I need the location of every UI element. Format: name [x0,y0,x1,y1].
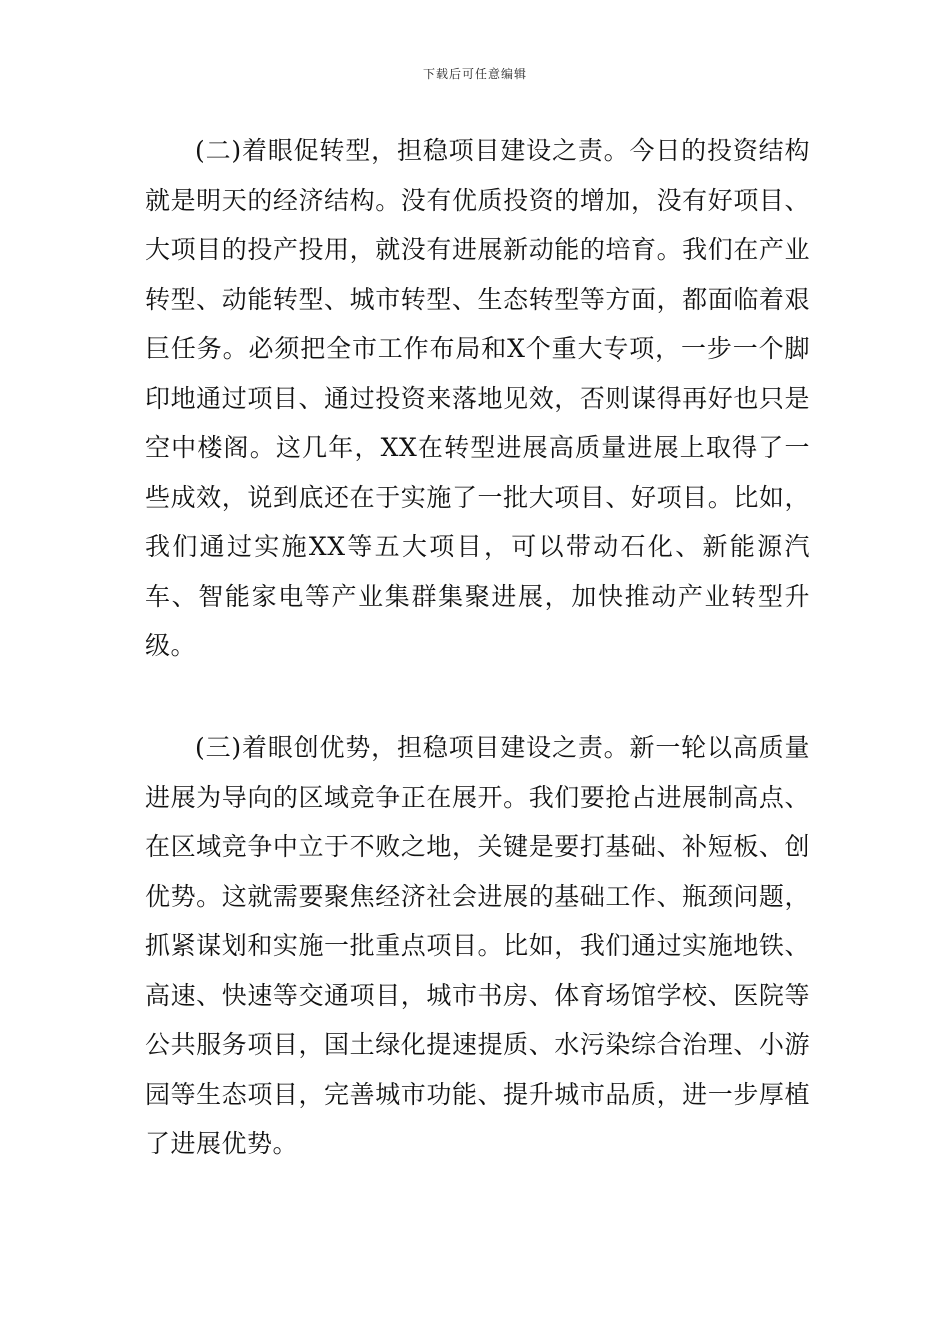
paragraph-promote-transformation: (二)着眼促转型，担稳项目建设之责。今日的投资结构就是明天的经济结构。没有优质投资的增加，没有好项目、大项目的投产投用，就没有进展新动能的培育。我们在产业转型、动能转型、城市转型、生态转型等方面，都面临着艰巨任务。必须把全市工作布局和X个重大专项，一步一个脚印地通过项目、通过投资来落地见效，否则谋得再好也只是空中楼阁。这几年，XX在转型进展高质量进展上取得了一些成效，说到底还在于实施了一批大项目、好项目。比如，我们通过实施XX等五大项目，可以带动石化、新能源汽车、智能家电等产业集群集聚进展，加快推动产业转型升级。 [145,136,810,660]
page-header: 下载后可任意编辑 [422,67,527,81]
paragraph-create-advantages: (三)着眼创优势，担稳项目建设之责。新一轮以高质量进展为导向的区域竞争正在展开。我们要抢占进展制高点、在区域竞争中立于不败之地，关键是要打基础、补短板、创优势。这就需要聚焦经济社会进展的基础工作、瓶颈问题，抓紧谋划和实施一批重点项目。比如，我们通过实施地铁、高速、快速等交通项目，城市书房、体育场馆学校、医院等公共服务项目，国土绿化提速提质、水污染综合治理、小游园等生态项目，完善城市功能、提升城市品质，进一步厚植了进展优势。 [145,733,810,1158]
